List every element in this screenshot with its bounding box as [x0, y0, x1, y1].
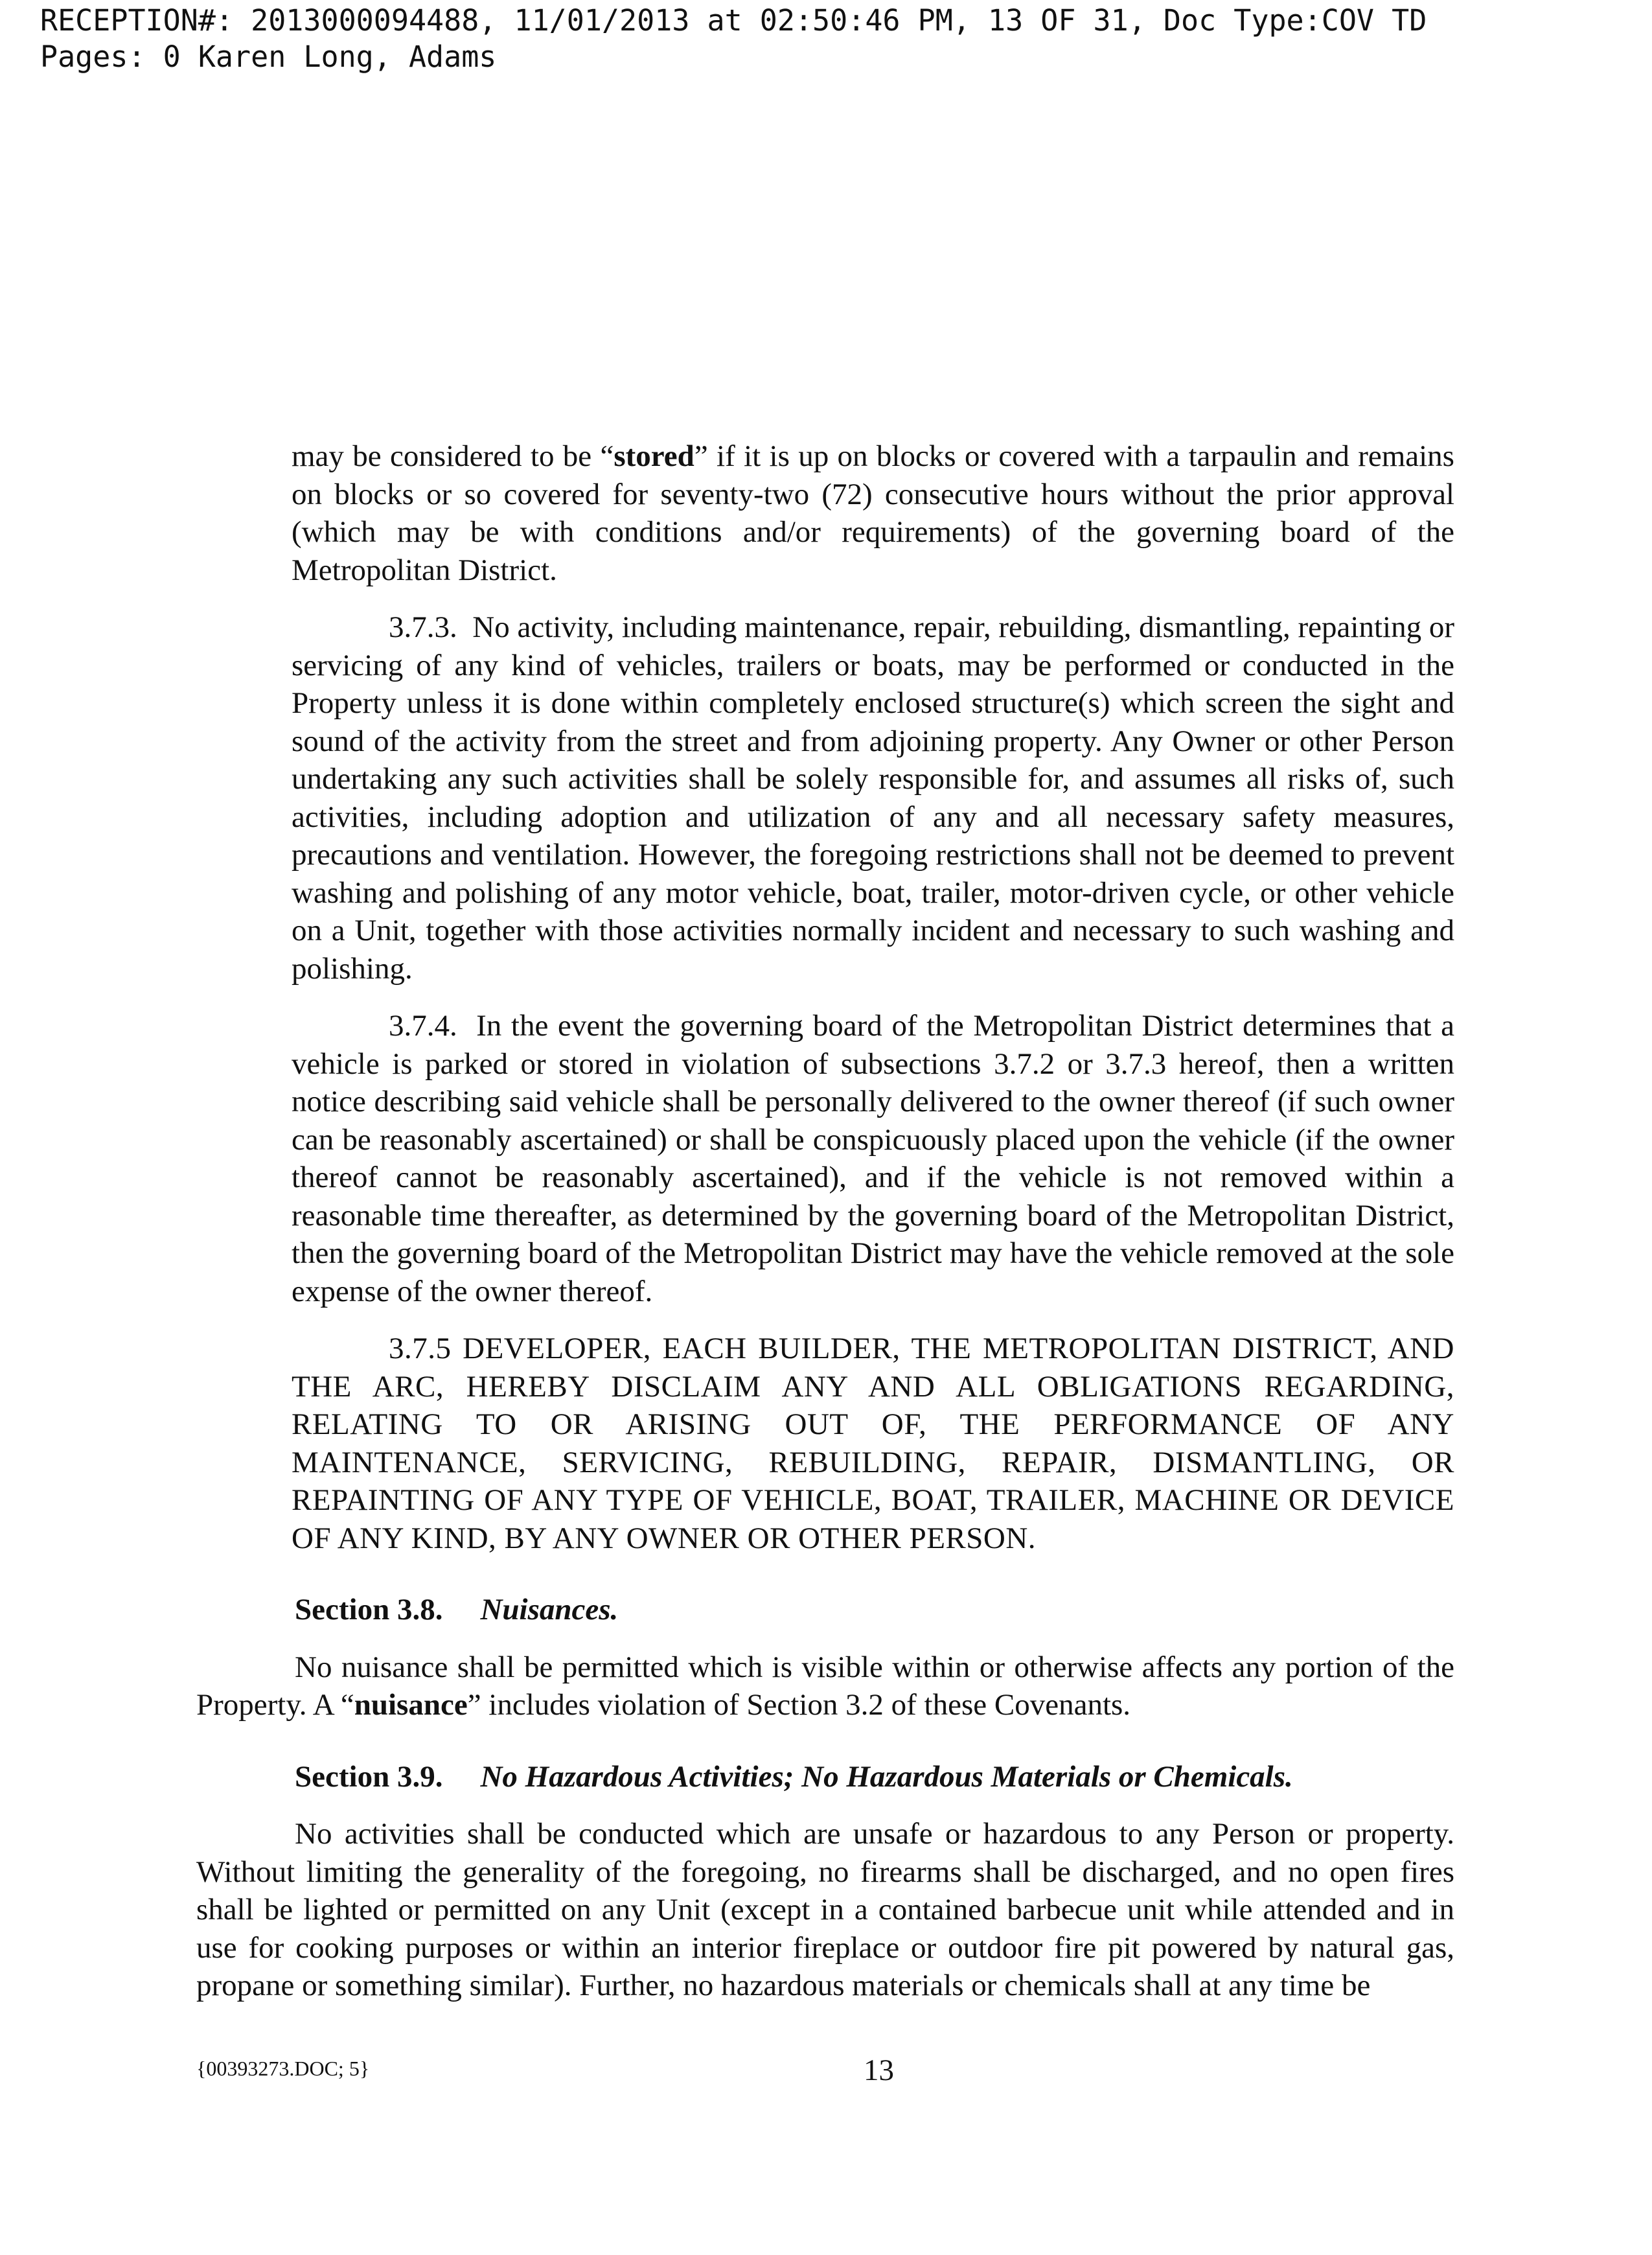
page-number: 13: [864, 2053, 894, 2087]
section-3-8-number: Section 3.8.: [295, 1593, 443, 1626]
document-id: {00393273.DOC; 5}: [196, 2057, 370, 2080]
document-body: [196, 437, 1454, 2005]
section-3-9-heading: [295, 1758, 1454, 1796]
s38-text-b: ” includes violation of Section 3.2 of these Covenants.: [467, 1688, 1131, 1722]
section-3-8-heading: [295, 1591, 1454, 1629]
stamp-line-1: RECEPTION#: 2013000094488, 11/01/2013 at 02:50:46 PM, 13 OF 31, Doc Type:COV TD: [40, 3, 1427, 38]
paragraph-stored-continuation: [292, 437, 1454, 589]
section-3-9-number: Section 3.9.: [295, 1759, 443, 1794]
p1-text-b: ” if it is up on blocks or covered with a tarpaulin and remains on blocks or so covered for seventy-two (72) consecutive hours without the prior approval (which may be with conditions and/or requirements) of the governing board of the Metropolitan District.: [292, 439, 1454, 587]
reception-stamp: [40, 3, 1427, 75]
paragraph-hazardous: No activities shall be conducted which are unsafe or hazardous to any Person or property. Without limiting the generality of the foregoing, no firearms shall be discharged, and no open fires shall be lighted or permitted on any Unit (except in a contained barbecue unit while attended and in use for cooking purposes or within an interior fireplace or outdoor fire pit powered by natural gas, propane or something similar). Further, no hazardous materials or chemicals shall at any time be: [196, 1817, 1454, 2002]
term-nuisance: nuisance: [354, 1688, 468, 1722]
term-stored: stored: [614, 439, 694, 473]
paragraph-3-7-5: 3.7.5 DEVELOPER, EACH BUILDER, THE METROPOLITAN DISTRICT, AND THE ARC, HEREBY DISCLAIM ANY AND ALL OBLIGATIONS REGARDING, RELATING TO OR ARISING OUT OF, THE PERFORMANCE OF ANY MAINTENANCE, SERVICING, REBUILDING, REPAIR, DISMANTLING, OR REPAINTING OF ANY TYPE OF VEHICLE, BOAT, TRAILER, MACHINE OR DEVICE OF ANY KIND, BY ANY OWNER OR OTHER PERSON.: [292, 1332, 1454, 1555]
paragraph-3-7-4: 3.7.4. In the event the governing board of the Metropolitan District determines that a vehicle is parked or stored in violation of subsections 3.7.2 or 3.7.3 hereof, then a written notice describing said vehicle shall be personally delivered to the owner thereof (if such owner can be reasonably ascertained) or shall be conspicuously placed upon the vehicle (if the owner thereof cannot be reasonably ascertained), and if the vehicle is not removed within a reasonable time thereafter, as determined by the governing board of the Metropolitan District, then the governing board of the Metropolitan District may have the vehicle removed at the sole expense of the owner thereof.: [292, 1009, 1454, 1308]
section-3-9-title: No Hazardous Activities; No Hazardous Materials or Chemicals.: [480, 1759, 1293, 1794]
paragraph-nuisances: [196, 1648, 1454, 1724]
s38-text-a: No nuisance shall be permitted which is visible within or otherwise affects any portion of the Property. A “: [196, 1650, 1454, 1722]
paragraph-3-7-3: 3.7.3. No activity, including maintenance, repair, rebuilding, dismantling, repainting or servicing of any kind of vehicles, trailers or boats, may be performed or conducted in the Property unless it is done within completely enclosed structure(s) which screen the sight and sound of the activity from the street and from adjoining property. Any Owner or other Person undertaking any such activities shall be solely responsible for, and assumes all risks of, such activities, including adoption and utilization of any and all necessary safety measures, precautions and ventilation. However, the foregoing restrictions shall not be deemed to prevent washing and polishing of any motor vehicle, boat, trailer, motor-driven cycle, or other vehicle on a Unit, together with those activities normally incident and necessary to such washing and polishing.: [292, 610, 1454, 986]
p1-text-a: may be considered to be “: [292, 439, 614, 473]
stamp-line-2: Pages: 0 Karen Long, Adams: [40, 40, 497, 74]
section-3-8-title: Nuisances.: [480, 1593, 619, 1626]
